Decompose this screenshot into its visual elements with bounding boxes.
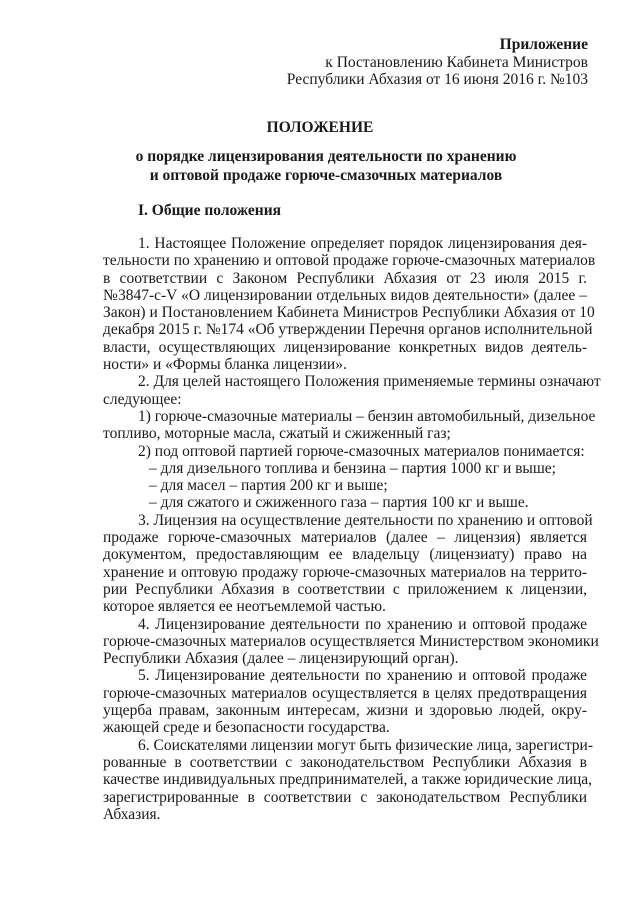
- text-line: качестве индивидуальных предпринимателей, а также юридические лица,: [103, 771, 593, 789]
- document-body: [103, 235, 601, 823]
- text-line: зарегистрированные в соответствии с законодательством Республики: [103, 788, 587, 806]
- text-line: следующее:: [103, 390, 182, 408]
- paragraph: [103, 407, 596, 443]
- paragraph: [103, 235, 596, 374]
- paragraph: [103, 373, 601, 408]
- text-line: которое является ее неотъемлемой частью.: [103, 598, 386, 616]
- document-title: ПОЛОЖЕНИЕ: [266, 119, 374, 136]
- appendix-label: Приложение: [499, 36, 588, 53]
- section-heading: I. Общие положения: [138, 202, 282, 219]
- text-line: 1) горюче-смазочные материалы – бензин автомобильный, дизельное: [138, 407, 596, 425]
- text-line: 3. Лицензия на осуществление деятельности по хранению и оптовой: [138, 511, 593, 529]
- text-line: горюче-смазочных материалов осуществляется в целях предотвращения: [103, 684, 587, 702]
- text-line: хранение и оптовую продажу горюче-смазочных материалов на террито-: [103, 563, 587, 581]
- paragraph: [103, 615, 599, 668]
- text-line: 4. Лицензирование деятельности по хранению и оптовой продаже: [138, 615, 587, 633]
- text-line: 2. Для целей настоящего Положения применяемые термины означают: [138, 373, 601, 391]
- text-line: 5. Лицензирование деятельности по хранению и оптовой продаже: [138, 667, 587, 685]
- appendix-reference-line-2: Республики Абхазия от 16 июня 2016 г. №103: [286, 71, 588, 88]
- text-line: – для сжатого и сжиженного газа – партия 100 кг и выше.: [149, 494, 529, 512]
- document-subtitle-line-1: о порядке лицензирования деятельности по хранению: [135, 148, 517, 165]
- text-line: ности» и «Формы бланка лицензии».: [103, 356, 347, 374]
- list-item: [103, 460, 587, 477]
- text-line: власти, осуществляющих лицензирование конкретных видов деятель-: [103, 338, 587, 356]
- text-line: №3847-с-V «О лицензировании отдельных видов деятельности» (далее –: [103, 286, 587, 304]
- appendix-reference-line-1: к Постановлению Кабинета Министров: [325, 54, 588, 71]
- text-line: жающей среде и безопасности государства.: [103, 719, 390, 737]
- paragraph: [103, 667, 587, 736]
- text-line: Закон) и Постановлением Кабинета Министров Республики Абхазия от 10: [103, 304, 595, 322]
- text-line: Абхазия.: [103, 805, 161, 823]
- list-item: [103, 494, 587, 511]
- paragraph: [103, 511, 593, 616]
- paragraph: [103, 443, 587, 460]
- text-line: документом, предоставляющим ее владельцу (лицензиату) право на: [103, 546, 587, 564]
- text-line: 6. Соискателями лицензии могут быть физические лица, зарегистри-: [138, 736, 594, 754]
- text-line: рованные в соответствии с законодательством Республики Абхазия в: [103, 753, 587, 771]
- text-line: Республики Абхазия (далее – лицензирующий орган).: [103, 650, 459, 668]
- text-line: ущерба правам, законным интересам, жизни и здоровью людей, окру-: [103, 702, 587, 720]
- text-line: декабря 2015 г. №174 «Об утверждении Перечня органов исполнительной: [103, 321, 593, 339]
- text-line: 2) под оптовой партией горюче-смазочных материалов понимается:: [138, 442, 585, 460]
- text-line: 1. Настоящее Положение определяет порядок лицензирования дея-: [138, 235, 587, 252]
- text-line: рии Республики Абхазия в соответствии с приложением к лицензии,: [103, 580, 587, 598]
- text-line: продаже горюче-смазочных материалов (далее – лицензия) является: [103, 529, 587, 547]
- text-line: – для дизельного топлива и бензина – партия 1000 кг и выше;: [149, 459, 556, 477]
- document-subtitle-line-2: и оптовой продаже горюче-смазочных материалов: [149, 167, 503, 184]
- text-line: топливо, моторные масла, сжатый и сжиженный газ;: [103, 425, 451, 443]
- text-line: горюче-смазочных материалов осуществляется Министерством экономики: [103, 632, 599, 650]
- list-item: [103, 477, 587, 494]
- paragraph: [103, 736, 594, 823]
- text-line: – для масел – партия 200 кг и выше;: [149, 477, 388, 495]
- text-line: в соответствии с Законом Республики Абхазия от 23 июля 2015 г.: [103, 269, 587, 287]
- text-line: тельности по хранению и оптовой продаже горюче-смазочных материалов: [103, 252, 596, 270]
